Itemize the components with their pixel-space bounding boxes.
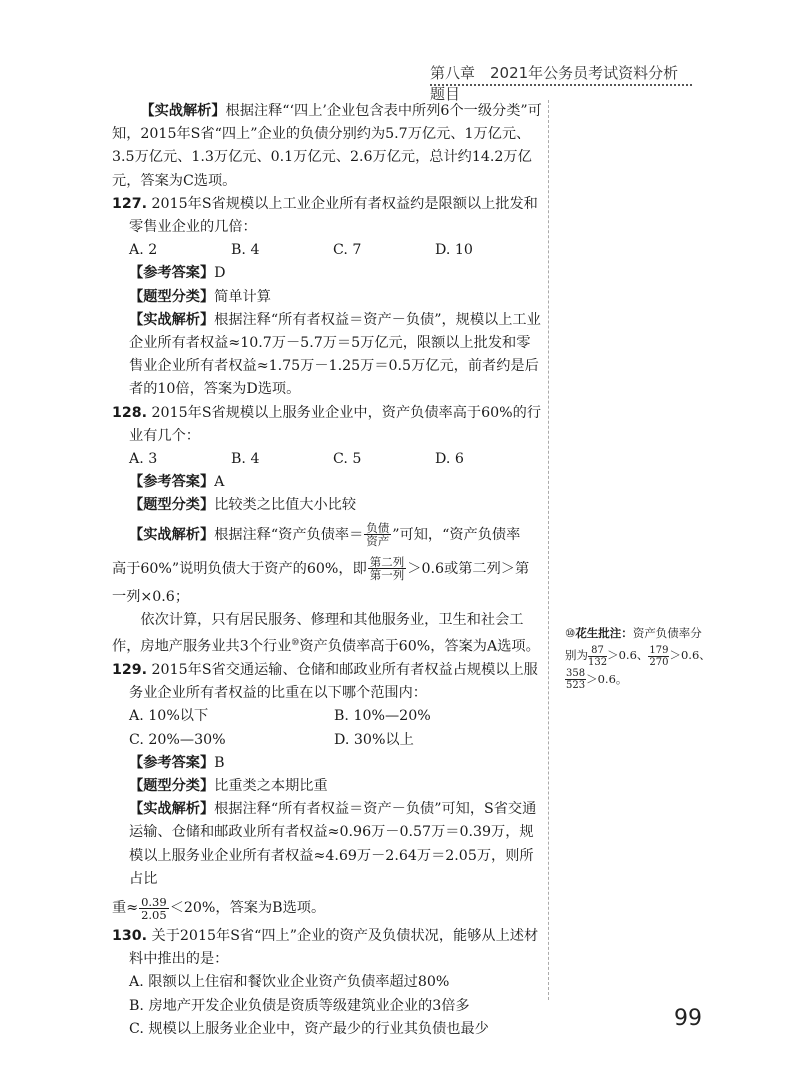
side-note-line1	[565, 622, 745, 644]
fraction	[139, 896, 169, 921]
question-128-analysis-cont3	[112, 609, 542, 659]
question-128-answer	[112, 471, 542, 494]
type-label: 【题型分类】	[129, 497, 215, 514]
option-a: A. 3	[129, 451, 158, 468]
main-text	[112, 100, 542, 1041]
question-127-stem-cont: 零售业企业的几倍：	[129, 219, 257, 236]
question-129-analysis	[112, 798, 542, 891]
option-a: A. 限额以上住宿和餐饮业企业资产负债率超过80%	[129, 974, 450, 991]
analysis-label: 【实战解析】	[129, 311, 215, 328]
option-b: B. 4	[231, 242, 260, 259]
answer-value: B	[214, 754, 225, 771]
header-rule	[430, 84, 692, 86]
option-b: B. 房地产开发企业负债是资质等级建筑业企业的3倍多	[129, 997, 470, 1014]
analysis-text: 根据注释“所有者权益＝资产－负债”，规模以上工业企业所有者权益≈10.7万－5.7万＝5万亿元，限额以上批发和零售业企业所有者权益≈1.75万－1.25万＝0.5万亿元，前者约是后者的10倍，答案为D选项。	[129, 311, 541, 398]
type-label: 【题型分类】	[129, 288, 215, 305]
option-a: A. 2	[129, 242, 158, 259]
question-128-stem-cont: 业有几个：	[129, 427, 200, 444]
question-129-options-row2	[112, 729, 542, 752]
fraction	[364, 522, 391, 547]
question-127-type	[112, 286, 542, 309]
type-value: 比重类之本期比重	[214, 778, 328, 795]
fraction-denominator: 2.05	[141, 907, 167, 922]
running-header: 第八章 2021年公务员考试资料分析题目	[430, 64, 679, 103]
fraction	[368, 556, 407, 581]
answer-label: 【参考答案】	[129, 474, 215, 491]
question-129-options-row1	[112, 705, 542, 728]
analysis-text: ＜20%，答案为B选项。	[169, 900, 326, 917]
note-marker: ⑩	[291, 638, 300, 649]
fraction-numerator: 358	[566, 668, 586, 679]
option-d: D. 6	[435, 451, 464, 468]
option-c: C. 20%—30%	[129, 731, 226, 748]
fraction	[588, 645, 607, 668]
fraction-numerator: 负债	[366, 521, 390, 536]
analysis-text: 根据注释“所有者权益＝资产－负债”可知，S省交通运输、仓储和邮政业所有者权益≈0.96万－0.57万＝0.39万，规模以上服务业企业所有者权益≈4.69万－2.64万＝2.05万，则所占比	[129, 801, 537, 887]
fraction-numerator: 87	[588, 645, 607, 657]
question-127-stem: 127. 2015年S省规模以上工业企业所有者权益约是限额以上批发和	[112, 195, 538, 212]
question-129-stem: 129. 2015年S省交通运输、仓储和邮政业所有者权益占规模以上服	[112, 662, 538, 678]
type-value: 比较类之比值大小比较	[214, 497, 357, 514]
answer-label: 【参考答案】	[129, 754, 215, 771]
analysis-text: 资产负债率高于60%，答案为A选项。	[299, 638, 540, 655]
fraction	[565, 668, 586, 691]
analysis-text: 重≈	[112, 900, 139, 917]
side-note-text: 别为	[565, 648, 588, 662]
side-note-line2	[565, 644, 745, 668]
question-130-stem: 130. 关于2015年S省“四上”企业的资产及负债状况，能够从上述材	[112, 928, 539, 945]
option-b: B. 10%—20%	[334, 708, 431, 725]
analysis-text: 依次计算，只有居民服务、修理和其他服务业，卫生和社会工作，房地产服务业共3个行业	[112, 611, 524, 655]
question-129-stem-cont: 务业企业所有者权益的比重在以下哪个范围内：	[129, 685, 427, 702]
fraction-numerator: 第二列	[369, 555, 405, 570]
question-128-analysis	[112, 518, 542, 552]
analysis-label: 【实战解析】	[129, 526, 215, 543]
question-128-options	[112, 448, 542, 471]
fraction-numerator: 0.39	[141, 894, 167, 909]
fraction-denominator: 第一列	[369, 568, 405, 583]
side-note-line3	[565, 668, 745, 692]
question-128-analysis-cont2: 一列×0.6；	[112, 588, 190, 605]
answer-label: 【参考答案】	[129, 265, 215, 282]
question-129-answer	[112, 752, 542, 775]
side-note-text: ＞0.6。	[586, 671, 628, 686]
question-128-analysis-cont	[112, 552, 542, 586]
side-note-text: 资产负债率分	[632, 626, 702, 640]
question-number: 129.	[112, 662, 148, 678]
side-annotation	[565, 622, 745, 691]
fraction-denominator: 132	[588, 656, 608, 668]
fraction	[648, 645, 669, 668]
note-marker: ⑩	[565, 626, 576, 640]
answer-value: A	[214, 474, 225, 491]
question-number: 127.	[112, 195, 148, 212]
analysis-text: ＞0.6或第二列＞第	[407, 560, 530, 577]
analysis-label: 【实战解析】	[129, 801, 215, 818]
page-number: 99	[674, 1006, 702, 1031]
margin-divider	[548, 100, 549, 1000]
option-c: C. 规模以上服务业企业中，资产最少的行业其负债也最少	[129, 1020, 489, 1037]
type-label: 【题型分类】	[129, 778, 215, 795]
question-127-analysis	[112, 309, 542, 402]
fraction-denominator: 523	[566, 680, 586, 691]
option-b: B. 4	[231, 451, 260, 468]
question-number: 130.	[112, 928, 148, 945]
question-129-type	[112, 775, 542, 798]
answer-value: D	[214, 265, 226, 282]
side-note-text: ＞0.6、	[607, 648, 649, 662]
question-127-answer	[112, 262, 542, 285]
analysis-label: 【实战解析】	[140, 103, 226, 119]
question-128-type	[112, 494, 542, 517]
question-130-stem-cont: 料中推出的是：	[129, 951, 229, 968]
option-a: A. 10%以下	[129, 708, 209, 725]
option-c: C. 5	[333, 451, 362, 468]
side-note-label: 花生批注：	[575, 626, 633, 640]
question-number: 128.	[112, 404, 148, 421]
option-c: C. 7	[333, 242, 362, 259]
fraction-denominator: 资产	[366, 534, 390, 549]
question-127-options	[112, 239, 542, 262]
analysis-text: ”可知，“资产负债率	[392, 526, 521, 543]
side-note-text: ＞0.6、	[669, 648, 711, 662]
question-128-stem: 128. 2015年S省规模以上服务业企业中，资产负债率高于60%的行	[112, 404, 542, 421]
analysis-text: 根据注释“资产负债率＝	[214, 526, 364, 543]
type-value: 简单计算	[214, 288, 271, 305]
intro-analysis: 【实战解析】根据注释“‘四上’企业包含表中所列6个一级分类”可知，2015年S省“四上”企业的负债分别约为5.7万亿元、1万亿元、3.5万亿元、1.3万亿元、0.1万亿元、2.6万亿元，总计约14.2万亿元，答案为C选项。	[112, 103, 542, 189]
fraction-denominator: 270	[649, 656, 669, 668]
analysis-text: 高于60%”说明负债大于资产的60%，即	[112, 560, 367, 577]
question-129-analysis-end	[112, 891, 542, 925]
option-d: D. 10	[435, 242, 473, 259]
fraction-numerator: 179	[649, 644, 669, 656]
option-d: D. 30%以上	[334, 731, 414, 748]
